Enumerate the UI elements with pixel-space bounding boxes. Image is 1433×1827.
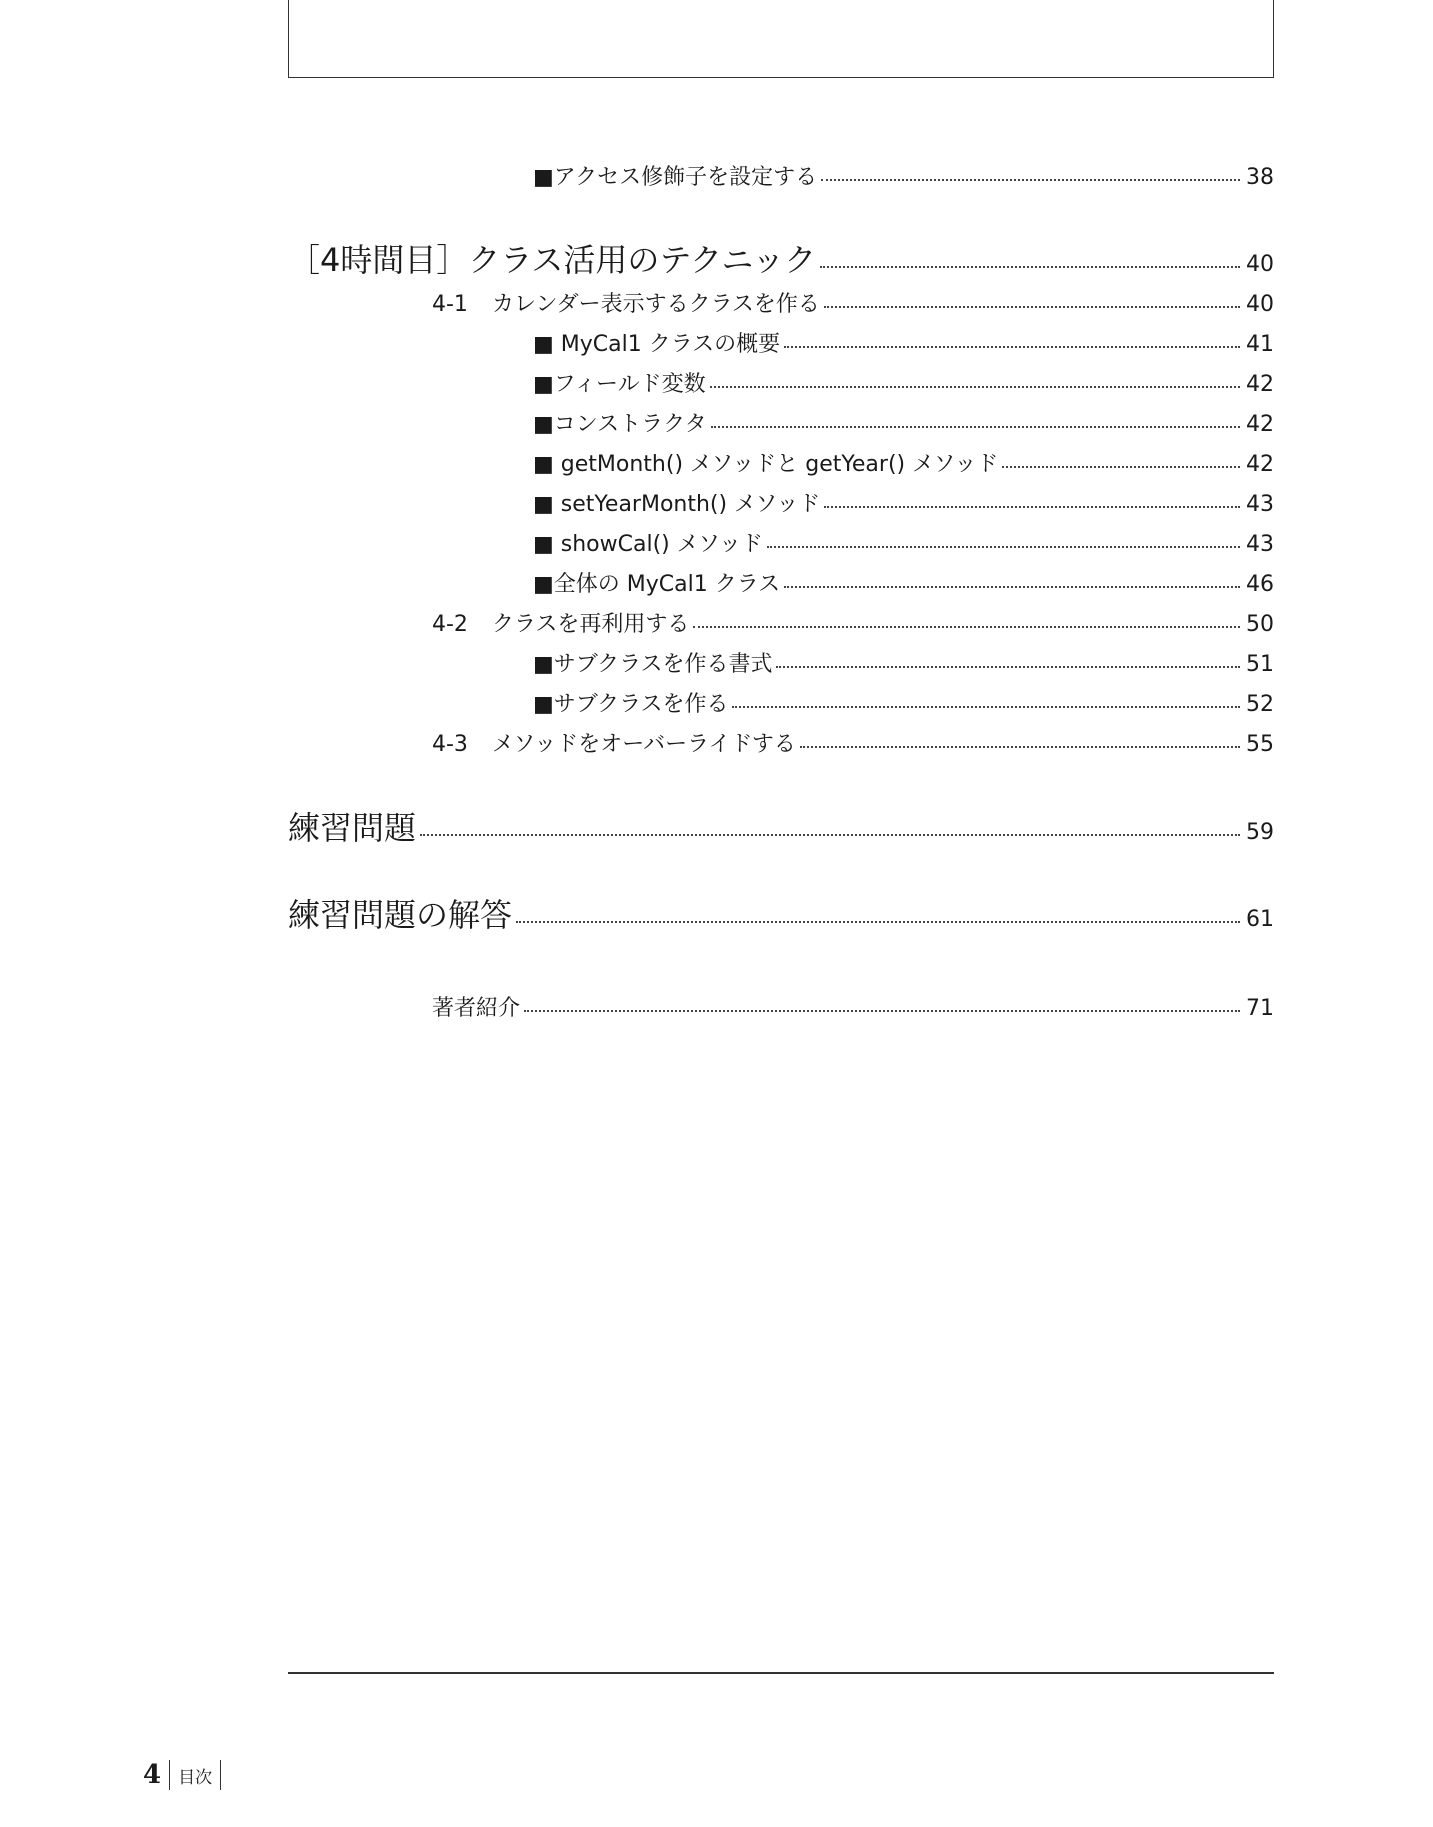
dot-leader xyxy=(710,386,1240,388)
toc-chapter[interactable] xyxy=(288,896,1274,934)
toc-page-number: 40 xyxy=(1246,292,1274,317)
toc-entry[interactable] xyxy=(533,574,1274,596)
section-number: 4-2 xyxy=(432,612,468,637)
toc-page-number: 71 xyxy=(1246,996,1274,1021)
toc-page-number: 42 xyxy=(1246,452,1274,477)
toc-page-number: 55 xyxy=(1246,732,1274,757)
toc-section-label xyxy=(432,734,796,756)
toc-entry[interactable] xyxy=(533,654,1274,676)
toc-entry[interactable] xyxy=(533,374,1274,396)
toc-entry-label: ■ showCal() メソッド xyxy=(533,532,763,557)
toc-page-number: 40 xyxy=(1246,252,1274,277)
toc-entry[interactable] xyxy=(533,454,1274,476)
toc-section[interactable] xyxy=(432,734,1274,756)
toc-page-number: 59 xyxy=(1246,820,1274,845)
toc-page-number: 42 xyxy=(1246,372,1274,397)
section-title: カレンダー表示するクラスを作る xyxy=(492,292,820,317)
toc-page-number: 43 xyxy=(1246,492,1274,517)
footer-section-title: 目次 xyxy=(178,1767,213,1788)
toc-entry-label: ■コンストラクタ xyxy=(533,412,707,437)
toc-page-number: 38 xyxy=(1246,165,1274,190)
toc-entry[interactable] xyxy=(533,334,1274,356)
toc-page-number: 61 xyxy=(1246,907,1274,932)
toc-entry-label: ■アクセス修飾子を設定する xyxy=(533,165,818,190)
toc-chapter-label: 練習問題 xyxy=(288,809,417,847)
toc-page-number: 50 xyxy=(1246,612,1274,637)
toc-entry-label: ■ getMonth() メソッドと getYear() メソッド xyxy=(533,452,999,477)
dot-leader xyxy=(784,346,1240,348)
section-title: メソッドをオーバーライドする xyxy=(492,732,796,757)
toc-page-number: 52 xyxy=(1246,692,1274,717)
toc-page-number: 51 xyxy=(1246,652,1274,677)
footer-page-number: 4 xyxy=(143,1760,162,1790)
section-number: 4-1 xyxy=(432,292,468,317)
toc-entry-label: ■ setYearMonth() メソッド xyxy=(533,492,821,517)
footer-rule xyxy=(288,1672,1274,1674)
toc-page-number: 46 xyxy=(1246,572,1274,597)
section-title: クラスを再利用する xyxy=(492,612,690,637)
footer-divider xyxy=(220,1760,221,1790)
toc-section-label xyxy=(432,614,689,636)
toc-entry-label: ■フィールド変数 xyxy=(533,372,706,397)
toc-entry-label: ■ MyCal1 クラスの概要 xyxy=(533,332,781,357)
dot-leader xyxy=(1002,466,1240,468)
toc-chapter-label: 練習問題の解答 xyxy=(288,896,513,934)
dot-leader xyxy=(711,426,1240,428)
dot-leader xyxy=(824,506,1240,508)
dot-leader xyxy=(824,306,1240,308)
header-frame xyxy=(288,0,1274,78)
toc-entry-label: ■サブクラスを作る書式 xyxy=(533,652,773,677)
toc-entry[interactable] xyxy=(533,414,1274,436)
dot-leader xyxy=(524,1010,1240,1012)
toc-entry-label: 著者紹介 xyxy=(432,996,521,1021)
dot-leader xyxy=(516,921,1240,923)
toc-chapter[interactable] xyxy=(288,241,1274,279)
toc-entry[interactable] xyxy=(533,694,1274,716)
page-footer xyxy=(143,1760,221,1790)
toc-page-number: 41 xyxy=(1246,332,1274,357)
dot-leader xyxy=(821,179,1240,181)
toc-page-number: 42 xyxy=(1246,412,1274,437)
dot-leader xyxy=(420,834,1240,836)
dot-leader xyxy=(784,586,1240,588)
dot-leader xyxy=(767,546,1240,548)
dot-leader xyxy=(732,706,1240,708)
toc-chapter-label: ［4時間目］クラス活用のテクニック xyxy=(288,241,817,279)
toc-section-label xyxy=(432,294,820,316)
dot-leader xyxy=(693,626,1240,628)
toc-section[interactable] xyxy=(432,294,1274,316)
toc-entry-author[interactable] xyxy=(432,998,1274,1020)
toc-entry[interactable] xyxy=(533,167,1274,189)
toc-entry[interactable] xyxy=(533,534,1274,556)
footer-divider xyxy=(169,1760,170,1790)
toc-entry-label: ■全体の MyCal1 クラス xyxy=(533,572,781,597)
toc-chapter[interactable] xyxy=(288,809,1274,847)
section-number: 4-3 xyxy=(432,732,468,757)
toc-entry-label: ■サブクラスを作る xyxy=(533,692,729,717)
toc-entry[interactable] xyxy=(533,494,1274,516)
dot-leader xyxy=(820,266,1240,268)
dot-leader xyxy=(776,666,1240,668)
toc-section[interactable] xyxy=(432,614,1274,636)
dot-leader xyxy=(800,746,1240,748)
toc-page-number: 43 xyxy=(1246,532,1274,557)
